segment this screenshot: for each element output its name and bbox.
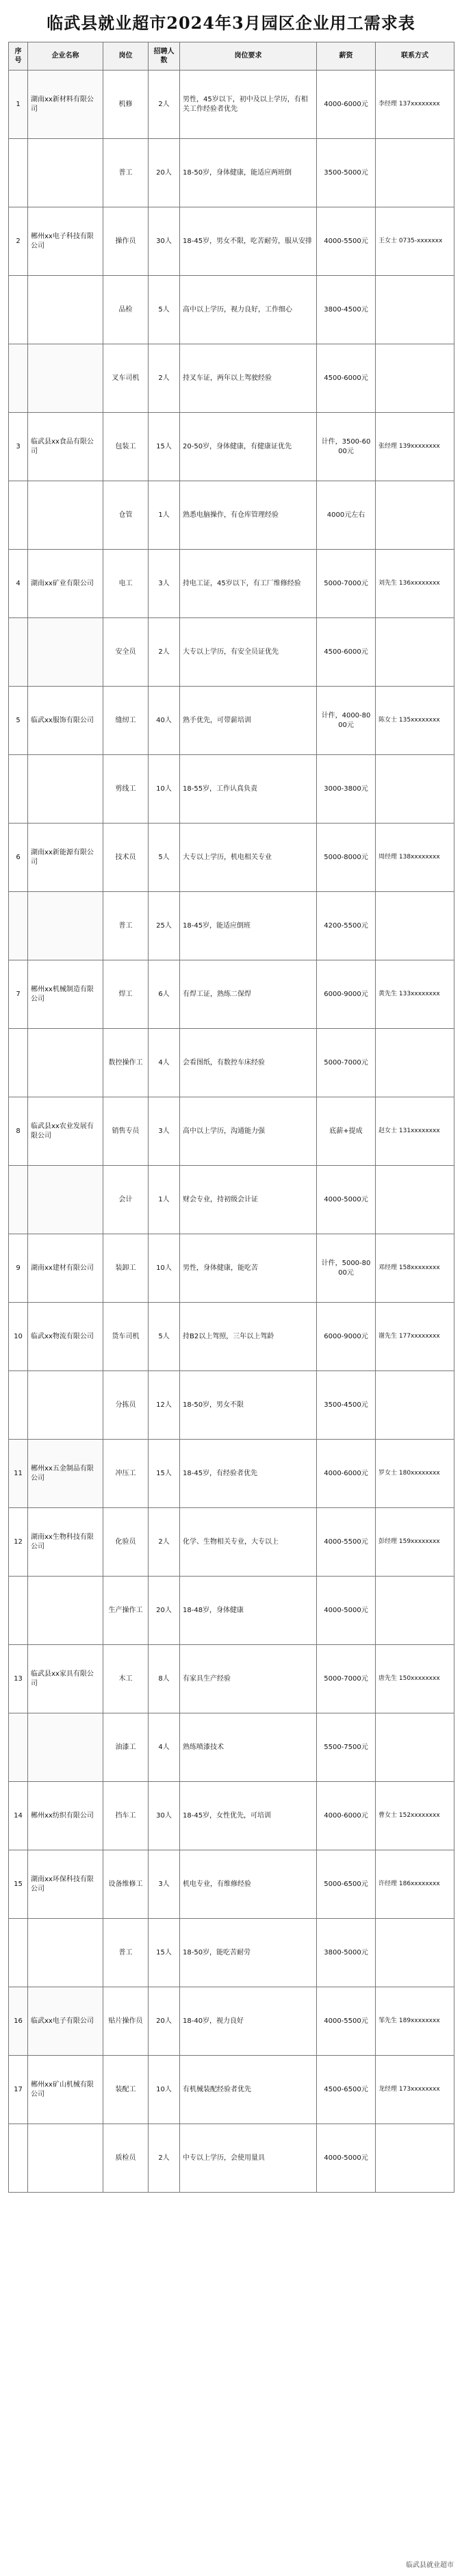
position-cell: 包装工 (103, 413, 149, 481)
pay-cell: 4000-5000元 (317, 1577, 376, 1645)
table-row (9, 1440, 454, 1508)
headcount-cell: 2人 (149, 2124, 180, 2193)
company-name-cell: 湖南xx新材料有限公司 (28, 71, 103, 139)
row-number-cell: 15 (9, 1850, 28, 1919)
headcount-cell: 5人 (149, 276, 180, 344)
table-row (9, 344, 454, 413)
requirements-cell: 18-40岁，视力良好 (180, 1987, 317, 2056)
row-number-cell (9, 1919, 28, 1987)
row-number-cell (9, 276, 28, 344)
position-cell: 缝纫工 (103, 687, 149, 755)
row-number-cell: 17 (9, 2056, 28, 2124)
table-row (9, 1097, 454, 1166)
contact-cell: 唐先生 150xxxxxxxx (376, 1645, 454, 1713)
table-row (9, 2056, 454, 2124)
header-position: 岗位 (103, 42, 149, 71)
row-number-cell: 11 (9, 1440, 28, 1508)
headcount-cell: 15人 (149, 413, 180, 481)
contact-cell: 许经理 186xxxxxxxx (376, 1850, 454, 1919)
position-cell: 油漆工 (103, 1713, 149, 1782)
pay-cell: 5000-7000元 (317, 1645, 376, 1713)
headcount-cell: 4人 (149, 1029, 180, 1097)
headcount-cell: 2人 (149, 1508, 180, 1577)
company-name-cell: 临武县xx家具有限公司 (28, 1645, 103, 1713)
headcount-cell: 6人 (149, 960, 180, 1029)
row-number-cell: 10 (9, 1303, 28, 1371)
table-row (9, 71, 454, 139)
requirements-cell: 有焊工证，熟练二保焊 (180, 960, 317, 1029)
company-name-cell: 郴州xx纺织有限公司 (28, 1782, 103, 1850)
company-name-cell: 湖南xx新能源有限公司 (28, 824, 103, 892)
contact-cell (376, 1029, 454, 1097)
position-cell: 装卸工 (103, 1234, 149, 1303)
company-name-cell (28, 755, 103, 824)
position-cell: 设备维修工 (103, 1850, 149, 1919)
job-demand-table (8, 42, 454, 2193)
position-cell: 仓管 (103, 481, 149, 550)
requirements-cell: 熟悉电脑操作，有仓库管理经验 (180, 481, 317, 550)
headcount-cell: 4人 (149, 1713, 180, 1782)
table-row (9, 413, 454, 481)
headcount-cell: 30人 (149, 207, 180, 276)
requirements-cell: 18-50岁，男女不限 (180, 1371, 317, 1440)
position-cell: 技术员 (103, 824, 149, 892)
row-number-cell: 14 (9, 1782, 28, 1850)
pay-cell: 3000-3800元 (317, 755, 376, 824)
headcount-cell: 20人 (149, 1987, 180, 2056)
company-name-cell (28, 139, 103, 207)
requirements-cell: 18-48岁，身体健康 (180, 1577, 317, 1645)
position-cell: 焊工 (103, 960, 149, 1029)
headcount-cell: 2人 (149, 71, 180, 139)
contact-cell (376, 481, 454, 550)
company-name-cell (28, 276, 103, 344)
headcount-cell: 20人 (149, 139, 180, 207)
contact-cell: 黄先生 133xxxxxxxx (376, 960, 454, 1029)
company-name-cell (28, 1166, 103, 1234)
table-row (9, 755, 454, 824)
requirements-cell: 18-45岁，女性优先，可培训 (180, 1782, 317, 1850)
table-header-row (9, 42, 454, 71)
position-cell: 贴片操作员 (103, 1987, 149, 2056)
table-row (9, 1713, 454, 1782)
contact-cell: 刘先生 136xxxxxxxx (376, 550, 454, 618)
row-number-cell (9, 892, 28, 960)
position-cell: 普工 (103, 1919, 149, 1987)
page-title: 临武县就业超市2024年3月园区企业用工需求表 (47, 13, 415, 33)
row-number-cell: 2 (9, 207, 28, 276)
headcount-cell: 10人 (149, 755, 180, 824)
pay-cell: 3500-4500元 (317, 1371, 376, 1440)
contact-cell: 邹先生 189xxxxxxxx (376, 1987, 454, 2056)
pay-cell: 4000-6000元 (317, 71, 376, 139)
company-name-cell: 湖南xx生物科技有限公司 (28, 1508, 103, 1577)
requirements-cell: 财会专业，持初级会计证 (180, 1166, 317, 1234)
contact-cell: 龙经理 173xxxxxxxx (376, 2056, 454, 2124)
contact-cell: 王女士 0735-xxxxxxx (376, 207, 454, 276)
row-number-cell (9, 2124, 28, 2193)
header-requirements: 岗位要求 (180, 42, 317, 71)
headcount-cell: 1人 (149, 1166, 180, 1234)
company-name-cell (28, 1029, 103, 1097)
row-number-cell: 3 (9, 413, 28, 481)
row-number-cell (9, 481, 28, 550)
requirements-cell: 大专以上学历，有安全员证优先 (180, 618, 317, 687)
headcount-cell: 40人 (149, 687, 180, 755)
row-number-cell (9, 1713, 28, 1782)
contact-cell (376, 276, 454, 344)
requirements-cell: 18-45岁，能适应倒班 (180, 892, 317, 960)
contact-cell: 周经理 138xxxxxxxx (376, 824, 454, 892)
table-row (9, 481, 454, 550)
company-name-cell (28, 1577, 103, 1645)
row-number-cell (9, 618, 28, 687)
pay-cell: 计件，4000-8000元 (317, 687, 376, 755)
headcount-cell: 15人 (149, 1440, 180, 1508)
requirements-cell: 男性，身体健康，能吃苦 (180, 1234, 317, 1303)
company-name-cell: 临武xx物流有限公司 (28, 1303, 103, 1371)
headcount-cell: 30人 (149, 1782, 180, 1850)
pay-cell: 4000-6000元 (317, 1440, 376, 1508)
table-row (9, 1371, 454, 1440)
position-cell: 叉车司机 (103, 344, 149, 413)
table-row (9, 1850, 454, 1919)
requirements-cell: 中专以上学历，会使用量具 (180, 2124, 317, 2193)
row-number-cell: 13 (9, 1645, 28, 1713)
header-company: 企业名称 (28, 42, 103, 71)
requirements-cell: 18-50岁，能吃苦耐劳 (180, 1919, 317, 1987)
header-contact: 联系方式 (376, 42, 454, 71)
table-row (9, 960, 454, 1029)
table-row (9, 1987, 454, 2056)
requirements-cell: 男性，45岁以下，初中及以上学历，有相关工作经验者优先 (180, 71, 317, 139)
position-cell: 普工 (103, 139, 149, 207)
row-number-cell: 1 (9, 71, 28, 139)
position-cell: 电工 (103, 550, 149, 618)
headcount-cell: 1人 (149, 481, 180, 550)
company-name-cell: 郴州xx机械制造有限公司 (28, 960, 103, 1029)
table-row (9, 892, 454, 960)
row-number-cell (9, 1029, 28, 1097)
requirements-cell: 熟手优先，可带薪培训 (180, 687, 317, 755)
pay-cell: 6000-9000元 (317, 1303, 376, 1371)
table-row (9, 687, 454, 755)
contact-cell (376, 1371, 454, 1440)
table-row (9, 1029, 454, 1097)
pay-cell: 4000元左右 (317, 481, 376, 550)
company-name-cell: 湖南xx环保科技有限公司 (28, 1850, 103, 1919)
headcount-cell: 3人 (149, 550, 180, 618)
row-number-cell (9, 1577, 28, 1645)
headcount-cell: 12人 (149, 1371, 180, 1440)
position-cell: 会计 (103, 1166, 149, 1234)
position-cell: 安全员 (103, 618, 149, 687)
requirements-cell: 持B2以上驾照，三年以上驾龄 (180, 1303, 317, 1371)
table-row (9, 550, 454, 618)
table-row (9, 1234, 454, 1303)
pay-cell: 6000-9000元 (317, 960, 376, 1029)
pay-cell: 5000-7000元 (317, 550, 376, 618)
contact-cell: 邓经理 158xxxxxxxx (376, 1234, 454, 1303)
pay-cell: 4000-5000元 (317, 1166, 376, 1234)
requirements-cell: 熟练喷漆技术 (180, 1713, 317, 1782)
table-row (9, 1303, 454, 1371)
table-row (9, 139, 454, 207)
pay-cell: 5000-6500元 (317, 1850, 376, 1919)
requirements-cell: 持叉车证，两年以上驾驶经验 (180, 344, 317, 413)
header-count: 招聘人数 (149, 42, 180, 71)
contact-cell (376, 618, 454, 687)
company-name-cell: 郴州xx五金制品有限公司 (28, 1440, 103, 1508)
requirements-cell: 18-55岁，工作认真负责 (180, 755, 317, 824)
company-name-cell: 湖南xx矿业有限公司 (28, 550, 103, 618)
requirements-cell: 有机械装配经验者优先 (180, 2056, 317, 2124)
position-cell: 装配工 (103, 2056, 149, 2124)
contact-cell (376, 2124, 454, 2193)
table-row (9, 1645, 454, 1713)
company-name-cell (28, 1371, 103, 1440)
position-cell: 数控操作工 (103, 1029, 149, 1097)
headcount-cell: 15人 (149, 1919, 180, 1987)
contact-cell: 谢先生 177xxxxxxxx (376, 1303, 454, 1371)
pay-cell: 计件，5000-8000元 (317, 1234, 376, 1303)
headcount-cell: 8人 (149, 1645, 180, 1713)
row-number-cell (9, 344, 28, 413)
company-name-cell: 临武xx电子有限公司 (28, 1987, 103, 2056)
table-row (9, 1166, 454, 1234)
position-cell: 品检 (103, 276, 149, 344)
row-number-cell: 5 (9, 687, 28, 755)
table-row (9, 276, 454, 344)
headcount-cell: 3人 (149, 1097, 180, 1166)
table-row (9, 1919, 454, 1987)
header-pay: 薪资 (317, 42, 376, 71)
contact-cell (376, 1577, 454, 1645)
headcount-cell: 10人 (149, 1234, 180, 1303)
contact-cell (376, 755, 454, 824)
pay-cell: 4500-6500元 (317, 2056, 376, 2124)
row-number-cell (9, 1371, 28, 1440)
pay-cell: 4000-5000元 (317, 2124, 376, 2193)
company-name-cell: 临武xx服饰有限公司 (28, 687, 103, 755)
position-cell: 操作员 (103, 207, 149, 276)
pay-cell: 4200-5500元 (317, 892, 376, 960)
contact-cell: 曹女士 152xxxxxxxx (376, 1782, 454, 1850)
pay-cell: 4000-5500元 (317, 1987, 376, 2056)
pay-cell: 5000-7000元 (317, 1029, 376, 1097)
company-name-cell (28, 618, 103, 687)
table-row (9, 207, 454, 276)
pay-cell: 计件，3500-6000元 (317, 413, 376, 481)
requirements-cell: 有家具生产经验 (180, 1645, 317, 1713)
contact-cell: 罗女士 180xxxxxxxx (376, 1440, 454, 1508)
position-cell: 挡车工 (103, 1782, 149, 1850)
requirements-cell: 18-45岁，男女不限，吃苦耐劳，服从安排 (180, 207, 317, 276)
contact-cell (376, 139, 454, 207)
requirements-cell: 化学、生物相关专业，大专以上 (180, 1508, 317, 1577)
position-cell: 化验员 (103, 1508, 149, 1577)
company-name-cell: 郴州xx电子科技有限公司 (28, 207, 103, 276)
company-name-cell (28, 344, 103, 413)
contact-cell (376, 1919, 454, 1987)
headcount-cell: 2人 (149, 618, 180, 687)
contact-cell (376, 344, 454, 413)
row-number-cell: 4 (9, 550, 28, 618)
contact-cell: 张经理 139xxxxxxxx (376, 413, 454, 481)
requirements-cell: 高中以上学历，视力良好，工作细心 (180, 276, 317, 344)
requirements-cell: 大专以上学历，机电相关专业 (180, 824, 317, 892)
pay-cell: 3800-4500元 (317, 276, 376, 344)
row-number-cell (9, 755, 28, 824)
position-cell: 质检员 (103, 2124, 149, 2193)
pay-cell: 4500-6000元 (317, 344, 376, 413)
company-name-cell (28, 2124, 103, 2193)
row-number-cell: 12 (9, 1508, 28, 1577)
contact-cell (376, 1166, 454, 1234)
row-number-cell (9, 139, 28, 207)
contact-cell: 赵女士 131xxxxxxxx (376, 1097, 454, 1166)
requirements-cell: 会看图纸，有数控车床经验 (180, 1029, 317, 1097)
company-name-cell (28, 1713, 103, 1782)
position-cell: 剪线工 (103, 755, 149, 824)
requirements-cell: 高中以上学历，沟通能力强 (180, 1097, 317, 1166)
page-footer: 临武县就业超市 (406, 2562, 454, 2569)
company-name-cell (28, 481, 103, 550)
position-cell: 分拣员 (103, 1371, 149, 1440)
pay-cell: 4500-6000元 (317, 618, 376, 687)
headcount-cell: 2人 (149, 344, 180, 413)
pay-cell: 4000-5500元 (317, 1508, 376, 1577)
pay-cell: 4000-5500元 (317, 207, 376, 276)
row-number-cell: 8 (9, 1097, 28, 1166)
table-row (9, 618, 454, 687)
pay-cell: 4000-6000元 (317, 1782, 376, 1850)
table-row (9, 1782, 454, 1850)
requirements-cell: 持电工证，45岁以下，有工厂维修经验 (180, 550, 317, 618)
contact-cell: 李经理 137xxxxxxxx (376, 71, 454, 139)
contact-cell: 彭经理 159xxxxxxxx (376, 1508, 454, 1577)
position-cell: 普工 (103, 892, 149, 960)
pay-cell: 3800-5000元 (317, 1919, 376, 1987)
contact-cell: 陈女士 135xxxxxxxx (376, 687, 454, 755)
row-number-cell: 9 (9, 1234, 28, 1303)
row-number-cell: 7 (9, 960, 28, 1029)
pay-cell: 底薪+提成 (317, 1097, 376, 1166)
contact-cell (376, 1713, 454, 1782)
row-number-cell (9, 1166, 28, 1234)
position-cell: 冲压工 (103, 1440, 149, 1508)
row-number-cell: 16 (9, 1987, 28, 2056)
headcount-cell: 20人 (149, 1577, 180, 1645)
row-number-cell: 6 (9, 824, 28, 892)
table-row (9, 1508, 454, 1577)
company-name-cell (28, 1919, 103, 1987)
requirements-cell: 20-50岁，身体健康，有健康证优先 (180, 413, 317, 481)
position-cell: 木工 (103, 1645, 149, 1713)
pay-cell: 5000-8000元 (317, 824, 376, 892)
company-name-cell: 临武县xx农业发展有限公司 (28, 1097, 103, 1166)
header-num: 序号 (9, 42, 28, 71)
headcount-cell: 10人 (149, 2056, 180, 2124)
position-cell: 机修 (103, 71, 149, 139)
requirements-cell: 18-45岁，有经验者优先 (180, 1440, 317, 1508)
position-cell: 销售专员 (103, 1097, 149, 1166)
requirements-cell: 机电专业，有维修经验 (180, 1850, 317, 1919)
headcount-cell: 5人 (149, 1303, 180, 1371)
position-cell: 货车司机 (103, 1303, 149, 1371)
position-cell: 生产操作工 (103, 1577, 149, 1645)
requirements-cell: 18-50岁，身体健康，能适应两班倒 (180, 139, 317, 207)
table-row (9, 824, 454, 892)
pay-cell: 3500-5000元 (317, 139, 376, 207)
headcount-cell: 3人 (149, 1850, 180, 1919)
headcount-cell: 5人 (149, 824, 180, 892)
pay-cell: 5500-7500元 (317, 1713, 376, 1782)
company-name-cell (28, 892, 103, 960)
company-name-cell: 湖南xx建材有限公司 (28, 1234, 103, 1303)
headcount-cell: 25人 (149, 892, 180, 960)
company-name-cell: 郴州xx矿山机械有限公司 (28, 2056, 103, 2124)
company-name-cell: 临武县xx食品有限公司 (28, 413, 103, 481)
table-row (9, 1577, 454, 1645)
table-row (9, 2124, 454, 2193)
contact-cell (376, 892, 454, 960)
